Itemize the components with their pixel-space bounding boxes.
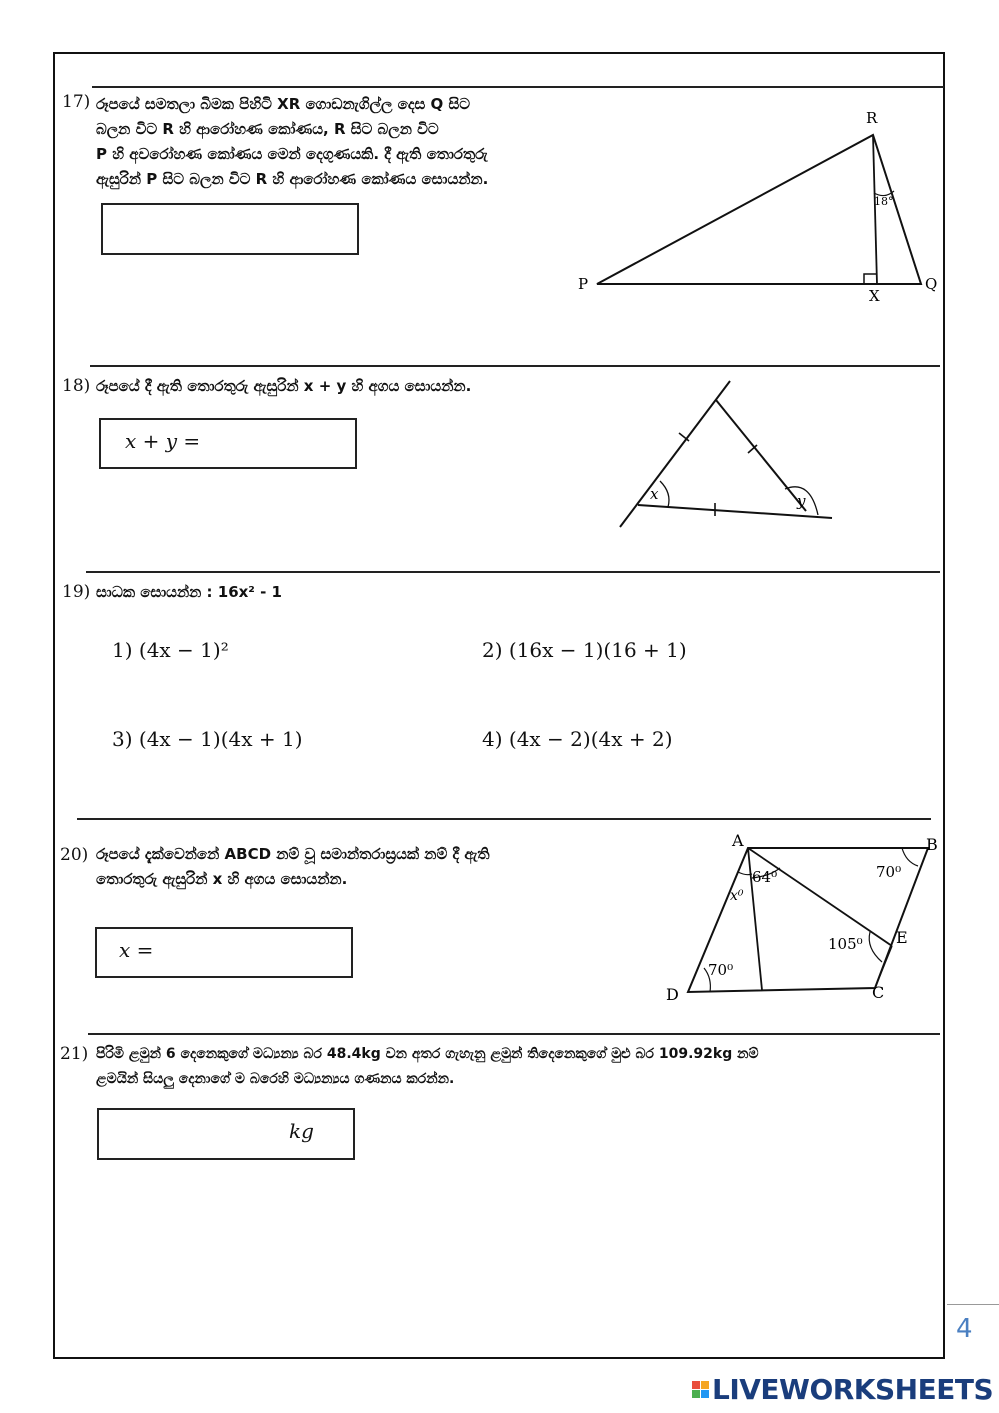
q18-text: රූපයේ දී ඇති තොරතුරු ඇසුරින් x + y හි අගය සොයන්න. [96, 377, 472, 395]
angle-x-label: x⁰ [730, 888, 744, 904]
q18-answer-prefix: x + y = [125, 429, 201, 453]
angle-b70-arc [902, 848, 918, 866]
angle-18-label: 18° [874, 195, 894, 208]
q21-answer-unit: kg [289, 1119, 314, 1143]
q19-text: සාධක සොයන්න : 16x² - 1 [96, 583, 282, 601]
logo-text: LIVEWORKSHEETS [712, 1373, 994, 1406]
q18-answer-input[interactable] [99, 418, 357, 469]
angle-105-label: 105⁰ [828, 935, 863, 953]
q17-line: බලන විට R හි ආරෝහණ කෝණය, R සිට බලන විට [96, 120, 439, 138]
vertex-p-label: P [578, 275, 589, 293]
separator-line [92, 86, 944, 88]
q20-parallelogram-figure [660, 828, 950, 1008]
q21-line: ළමයින් සියලු දෙනාගේ ම බරෙහි මධ්‍යන්‍යය ගණනය කරන්න. [96, 1071, 455, 1087]
page-number-rule [947, 1304, 999, 1305]
angle-x-arc [660, 481, 669, 507]
q21-answer-input[interactable] [97, 1108, 355, 1160]
q18-triangle-figure [610, 375, 840, 535]
q17-triangle-figure [570, 105, 950, 305]
q17-line: ඇසුරින් P සිට බලන විට R හි ආරෝහණ කෝණය සොයන්න. [96, 170, 489, 188]
triangle-pqr [597, 135, 921, 284]
logo-icon [692, 1381, 709, 1398]
liveworksheets-logo [692, 1373, 993, 1406]
altitude-rx [873, 135, 877, 284]
vertex-b-label: B [926, 835, 938, 854]
q21-number: 21) [60, 1044, 89, 1064]
vertex-x-label: X [869, 287, 880, 305]
q19-option-4[interactable]: 4) (4x − 2)(4x + 2) [482, 727, 673, 751]
angle-105-arc [869, 932, 882, 962]
q19-option-1[interactable]: 1) (4x − 1)² [112, 638, 229, 662]
angle-x-label: x [650, 485, 659, 503]
line-a-to-e [748, 848, 892, 946]
segment-e-c [875, 946, 892, 988]
q17-text [96, 92, 488, 192]
vertex-c-label: C [872, 983, 885, 1002]
q20-answer-input[interactable] [95, 927, 353, 978]
q17-line: රූපයේ සමතලා බිමක පිහිටි XR ගොඩනැගිල්ල දෙස Q සිට [96, 95, 471, 113]
page-number: 4 [956, 1314, 973, 1344]
angle-b70-label: 70⁰ [876, 863, 902, 881]
q20-number: 20) [60, 845, 89, 865]
vertex-a-label: A [732, 831, 744, 850]
vertex-d-label: D [666, 985, 679, 1004]
q17-answer-input[interactable] [101, 203, 359, 255]
triangle-right-side [716, 400, 806, 511]
q19-option-3[interactable]: 3) (4x − 1)(4x + 1) [112, 727, 303, 751]
q21-line: පිරිමි ළමුන් 6 දෙනෙකුගේ මධ්‍යන්‍ය බර 48.4kg වන අතර ගැහැනු ළමුන් තිදෙනෙකුගේ මුළු බර 109.92kg නම් [96, 1046, 759, 1062]
separator-line [90, 365, 940, 367]
q21-text [96, 1042, 759, 1092]
right-angle-mark [864, 274, 876, 284]
q17-line: P හි අවරෝහණ කෝණය මෙන් දෙගුණයකි. දී ඇති තොරතුරු [96, 145, 488, 163]
angle-d70-label: 70⁰ [708, 961, 734, 979]
angle-y-label: y [797, 492, 806, 510]
vertex-r-label: R [866, 109, 878, 127]
separator-line [86, 571, 940, 573]
triangle-left-side [620, 381, 730, 527]
separator-line [88, 1033, 940, 1035]
q19-number: 19) [62, 582, 91, 602]
q20-line: තොරතුරු ඇසුරින් x හි අගය සොයන්න. [96, 870, 348, 888]
q20-text [96, 842, 490, 892]
angle-64-label: 64⁰ [752, 868, 778, 886]
q17-number: 17) [62, 92, 91, 112]
vertex-e-label: E [896, 928, 908, 947]
vertex-q-label: Q [925, 275, 938, 293]
separator-line [77, 818, 931, 820]
q20-line: රූපයේ දැක්වෙන්නේ ABCD නම් වූ සමාන්තරාස්‍රයක් නම් දී ඇති [96, 845, 490, 863]
q18-number: 18) [62, 376, 91, 396]
q19-option-2[interactable]: 2) (16x − 1)(16 + 1) [482, 638, 687, 662]
q20-answer-prefix: x = [119, 938, 154, 962]
